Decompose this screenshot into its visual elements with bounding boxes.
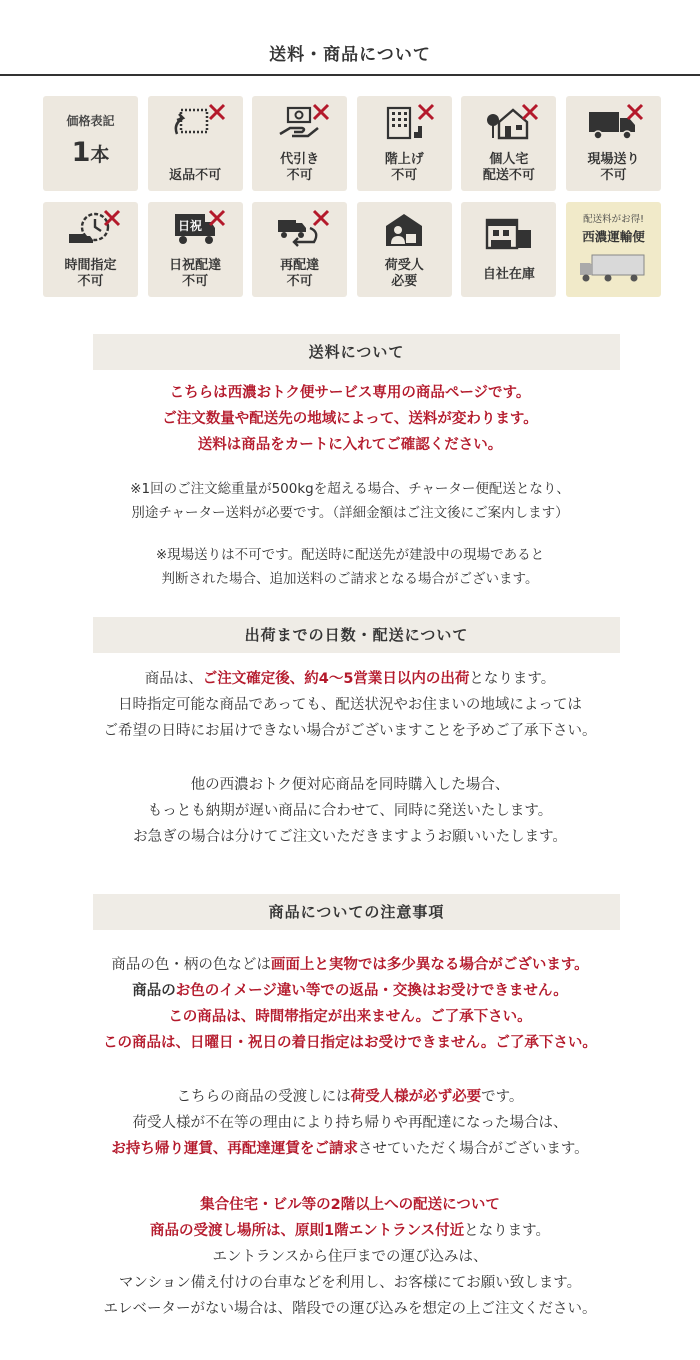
seino-promo-text: 配送料がお得! [583, 214, 644, 225]
prohibited-x-icon [207, 102, 227, 122]
tile-label: 荷受人 [384, 258, 424, 273]
tile-seino-transport [566, 202, 661, 297]
tile-no-return [148, 96, 243, 191]
title-divider [0, 74, 700, 76]
receiver-person-icon [378, 210, 430, 248]
page-title: 送料・商品について [269, 45, 431, 65]
tile-in-house-stock [461, 202, 556, 297]
tile-no-cod [252, 96, 347, 191]
combined-order-paragraph: 他の西濃おトク便対応商品を同時購入した場合、 もっとも納期が遅い商品に合わせて、同時に発送いたします。 お急ぎの場合は分けてご注文いただきますようお願いいたします。 [133, 777, 567, 845]
prohibited-x-icon [311, 208, 331, 228]
tile-no-upstairs [357, 96, 452, 191]
tile-label: 必要 [391, 274, 418, 289]
shipping-red-notice: こちらは西濃おトク便サービス専用の商品ページです。 ご注文数量や配送先の地域によって、送料が変わります。 送料は商品をカートに入れてご確認ください。 [162, 385, 538, 453]
section-heading-caution: 商品についての注意事項 [93, 894, 620, 930]
seino-brand-name: 西濃運輸便 [582, 229, 645, 244]
tile-no-time-designation [43, 202, 138, 297]
prohibited-x-icon [416, 102, 436, 122]
tile-label: 再配達 [280, 258, 320, 273]
prohibited-x-icon [520, 102, 540, 122]
tile-label: 代引き [280, 152, 320, 167]
tile-no-redelivery [252, 202, 347, 297]
tile-label: 不可 [182, 274, 209, 289]
receiver-paragraph: こちらの商品の受渡しには荷受人様が必ず必要です。 荷受人様が不在等の理由により持ち帰りや再配達になった場合は、 お持ち帰り運賃、再配達運賃をご請求させていただく場合がございます。 [111, 1089, 589, 1157]
prohibited-x-icon [625, 102, 645, 122]
tile-label: 不可 [286, 274, 313, 289]
tile-label: 時間指定 [64, 258, 117, 273]
upstairs-delivery-paragraph: 集合住宅・ビル等の2階以上への配送について 商品の受渡し場所は、原則1階エントランス付近となります。 エントランスから住戸までの運び込みは、 マンション備え付けの台車などを利用し、お客様にてお願い致します。 エレベーターがない場合は、階段での運び込みを想定の上ご注文ください。 [103, 1197, 597, 1317]
tile-no-holiday-delivery [148, 202, 243, 297]
tile-label: 不可 [77, 274, 104, 289]
tile-no-residence [461, 96, 556, 191]
color-caution-paragraph: 商品の色・柄の色などは画面上と実物では多少異なる場合がございます。 商品のお色のイメージ違い等での返品・交換はお受けできません。 この商品は、時間帯指定が出来ません。ご了承下さい。 この商品は、日曜日・祝日の着日指定はお受けできません。ご了承下さい。 [103, 957, 597, 1051]
site-delivery-note: ※現場送りは不可です。配送時に配送先が建設中の現場であると 判断された場合、追加送料のご請求となる場合がございます。 [155, 547, 545, 587]
freight-truck-icon [578, 251, 648, 283]
svg-text:日祝: 日祝 [178, 219, 203, 233]
tile-label: 不可 [600, 168, 627, 183]
tile-label: 個人宅 [489, 152, 529, 167]
prohibited-x-icon [207, 208, 227, 228]
warehouse-icon [483, 214, 535, 252]
price-unit: 本 [90, 144, 110, 166]
tile-no-site-delivery [566, 96, 661, 191]
tile-receiver-required [357, 202, 452, 297]
section-heading-shipping: 送料について [93, 334, 620, 370]
section-heading-delivery: 出荷までの日数・配送について [93, 617, 620, 653]
prohibited-x-icon [102, 208, 122, 228]
price-label: 価格表記 [66, 114, 115, 128]
price-quantity: 1本 [71, 137, 110, 168]
tile-price-display [43, 96, 138, 191]
tile-label: 不可 [286, 168, 313, 183]
tile-label: 配送不可 [482, 168, 535, 183]
tile-label: 日祝配達 [169, 258, 222, 273]
charter-note: ※1回のご注文総重量が500kgを超える場合、チャーター便配送となり、 別途チャーター送料が必要です。（詳細金額はご注文後にご案内します） [130, 481, 570, 521]
tile-label: 階上げ [384, 152, 424, 167]
prohibited-x-icon [311, 102, 331, 122]
feature-icon-grid [43, 96, 661, 297]
tile-label: 現場送り [587, 152, 640, 167]
tile-label: 不可 [391, 168, 418, 183]
delivery-days-paragraph: 商品は、ご注文確定後、約4～5営業日以内の出荷となります。 日時指定可能な商品であっても、配送状況やお住まいの地域によっては ご希望の日時にお届けできない場合がございますことを予めご了承下さい。 [103, 671, 597, 739]
tile-label: 返品不可 [169, 168, 222, 183]
tile-label: 自社在庫 [482, 267, 535, 282]
